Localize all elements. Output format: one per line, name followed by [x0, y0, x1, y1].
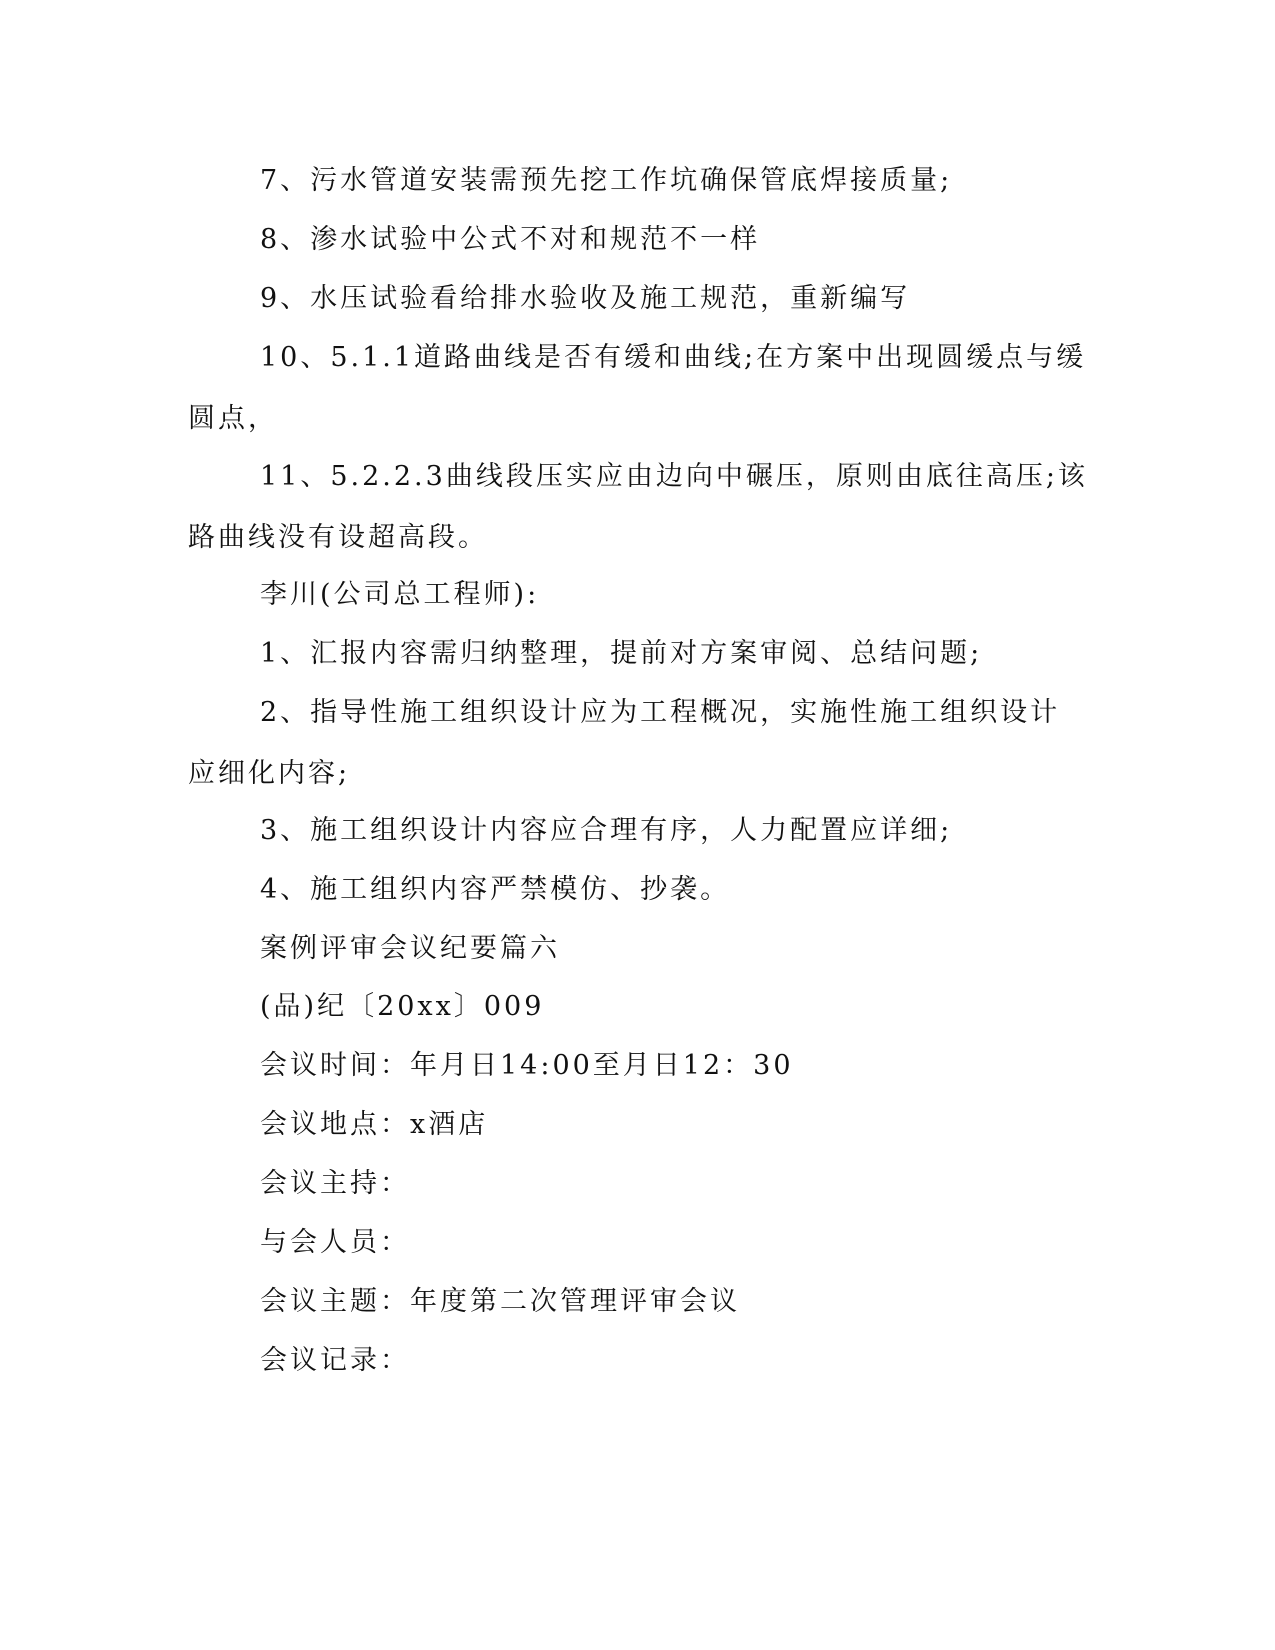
speaker-heading: 李川(公司总工程师):	[260, 579, 540, 610]
meeting-time: 会议时间：年月日14:00至月日12：30	[260, 1050, 794, 1081]
meeting-attendees: 与会人员：	[260, 1227, 410, 1258]
paragraph: 2、指导性施工组织设计应为工程概况，实施性施工组织设计应细化内容;	[188, 697, 1061, 789]
meeting-location: 会议地点：x酒店	[260, 1109, 489, 1140]
paragraph: 8、渗水试验中公式不对和规范不一样	[260, 224, 761, 255]
section-title: 案例评审会议纪要篇六	[260, 933, 560, 964]
paragraph: 4、施工组织内容严禁模仿、抄袭。	[260, 874, 731, 905]
paragraph: 7、污水管道安装需预先挖工作坑确保管底焊接质量;	[260, 165, 953, 196]
meeting-record: 会议记录：	[260, 1345, 410, 1376]
meeting-host: 会议主持：	[260, 1168, 410, 1199]
meeting-topic: 会议主题：年度第二次管理评审会议	[260, 1286, 740, 1317]
paragraph: 1、汇报内容需归纳整理，提前对方案审阅、总结问题;	[260, 638, 983, 669]
paragraph: 10、5.1.1道路曲线是否有缓和曲线;在方案中出现圆缓点与缓圆点，	[188, 342, 1087, 434]
document-number: (品)纪〔20xx〕009	[260, 991, 545, 1022]
paragraph: 11、5.2.2.3曲线段压实应由边向中碾压，原则由底往高压;该路曲线没有设超高段。	[188, 461, 1088, 553]
paragraph: 9、水压试验看给排水验收及施工规范，重新编写	[260, 283, 911, 314]
paragraph: 3、施工组织设计内容应合理有序，人力配置应详细;	[260, 815, 953, 846]
